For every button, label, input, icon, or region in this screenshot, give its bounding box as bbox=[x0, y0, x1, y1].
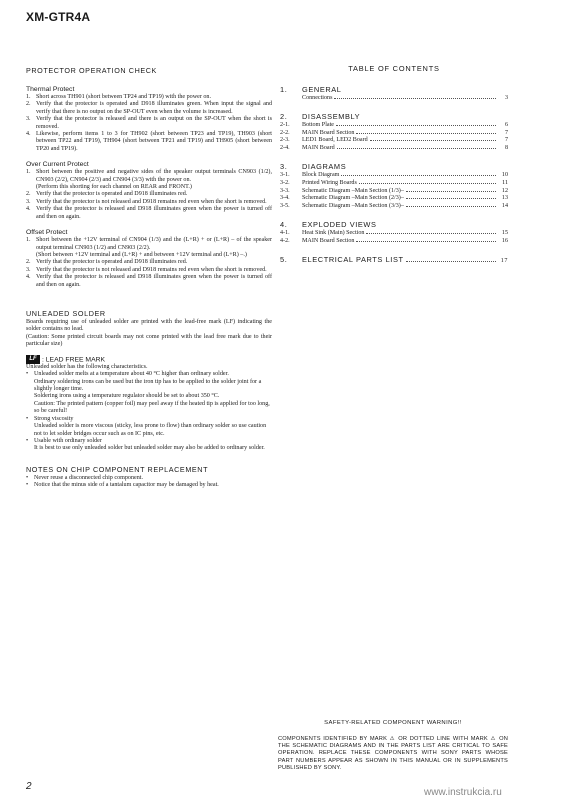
model-title: XM-GTR4A bbox=[26, 10, 91, 24]
unleaded-text: Boards requiring use of unleaded solder are printed with the lead-free mark (LF) indicating the solder contains no lead. bbox=[26, 318, 272, 333]
toc-entry[interactable]: 2-3. LED1 Board, LED2 Board 7 bbox=[280, 137, 508, 144]
offset-note: (Short between +12V terminal and (L+R) + and between +12V terminal and (L+R) –.) bbox=[36, 251, 247, 258]
table-of-contents bbox=[280, 64, 508, 266]
toc-entry[interactable]: 3-1. Block Diagram 10 bbox=[280, 171, 508, 178]
list-item: 1. Short between the +12V terminal of CN904 (1/3) and the (L+R) + or (L+R) – of the speaker output terminal CN903 (1/2) and CN903 (2/2). bbox=[26, 237, 272, 251]
lf-intro: Unleaded solder has the following characteristics. bbox=[26, 363, 148, 370]
toc-entry[interactable]: Connections 3 bbox=[302, 95, 508, 101]
list-item: 4. Verify that the protector is released and D918 illuminates green when the power is turned off and then on again. bbox=[26, 206, 272, 220]
safety-warning bbox=[278, 720, 508, 772]
list-item: 2. Verify that the protector is operated and D918 illuminates green. When input the signal and verify that there is no output on the SP-OUT even when the volume is increased. bbox=[26, 101, 272, 115]
toc-entry[interactable]: 4-1. Heat Sink (Main) Section 15 bbox=[280, 229, 508, 236]
protector-title: PROTECTOR OPERATION CHECK bbox=[26, 66, 157, 75]
list-item: • Usable with ordinary solder It is best to use only unleaded solder but unleaded solder may also be added to ordinary solder. bbox=[26, 437, 265, 452]
over-current-note: (Perform this shorting for each channel on REAR and FRONT.) bbox=[36, 184, 192, 191]
lead-free-mark-heading: LF : LEAD FREE MARK bbox=[26, 355, 272, 364]
toc-entry[interactable]: 3-5. Schematic Diagram –Main Section (3/3)– 14 bbox=[280, 203, 508, 210]
toc-title: TABLE OF CONTENTS bbox=[348, 64, 440, 73]
list-item: • Strong viscosity Unleaded solder is more viscous (sticky, less prone to flow) than ordinary solder so use caution not to let solder bridges occur such as on IC pins, etc. bbox=[26, 415, 267, 437]
solder-characteristics bbox=[26, 371, 272, 452]
page-number: 2 bbox=[26, 781, 32, 792]
thermal-protect-title: Thermal Protect bbox=[26, 86, 75, 93]
left-column bbox=[26, 64, 272, 490]
list-item: 1. Short between the positive and negative sides of the speaker output terminals CN903 (1/2), CN903 (2/2), CN904 (2/3) and CN904 (3/3) with the power on. bbox=[26, 169, 272, 183]
over-current-title: Over Current Protect bbox=[26, 161, 89, 169]
toc-entry[interactable]: 3-2. Printed Wiring Boards 11 bbox=[280, 179, 508, 186]
list-item: 4. Verify that the protector is released and D918 illuminates green when the power is turned off and then on again. bbox=[26, 274, 272, 288]
safety-title: SAFETY-RELATED COMPONENT WARNING!! bbox=[324, 720, 462, 726]
toc-entry-parts-list[interactable]: 5. ELECTRICAL PARTS LIST 17 bbox=[280, 254, 508, 264]
toc-entry[interactable]: 2-2. MAIN Board Section 7 bbox=[280, 129, 508, 136]
safety-text: COMPONENTS IDENTIFIED BY MARK ⚠ OR DOTTED LINE WITH MARK ⚠ ON THE SCHEMATIC DIAGRAMS AND IN THE PARTS LIST ARE CRITICAL TO SAFE OPERATION. REPLACE THESE COMPONENTS WITH SONY PARTS WHOSE PART NUMBERS APPEAR AS SHOWN IN THIS MANUAL OR IN SUPPLEMENTS PUBLISHED BY SONY. bbox=[278, 736, 508, 771]
offset-protect-list bbox=[26, 237, 272, 252]
list-item: 3. Verify that the protector is not released and D918 remains red even when the short is removed. bbox=[26, 198, 267, 205]
offset-protect-title: Offset Protect bbox=[26, 229, 68, 237]
toc-group-general: 1. GENERAL Connections 3 bbox=[280, 85, 508, 101]
toc-group-diagrams: 3. DIAGRAMS 3-1. Block Diagram 10 3-2. Printed Wiring Boards 11 3-3. Schematic Diagram –Main Section (1/3)– 12 3-4. Schematic Diagram –Main Section (2/3)– 13 3-5. Schematic Diagram –Main Section (3/3)– 14 bbox=[280, 161, 508, 210]
toc-entry[interactable]: 4-2. MAIN Board Section 16 bbox=[280, 237, 508, 244]
list-item: • Unleaded solder melts at a temperature about 40 °C higher than ordinary solder. Ordinary soldering irons can be used but the iron tip has to be applied to the solder joint for a slightly longer time. Soldering irons using a temperature regulator should be set to about 350 °C. Caution: The printed pattern (copper foil) may peel away if the heated tip is applied for too long, so be careful! bbox=[26, 371, 270, 415]
toc-entry[interactable]: 2-1. Bottom Plate 6 bbox=[280, 121, 508, 128]
watermark: www.instrukcia.ru bbox=[424, 787, 502, 798]
unleaded-caution: (Caution: Some printed circuit boards may not come printed with the lead free mark due to their particular size) bbox=[26, 333, 272, 348]
list-item: 4. Likewise, perform items 1 to 3 for TH902 (short between TP23 and TP19), TH903 (short between TP22 and TP19), TH904 (short between TP21 and TP19) and TH905 (short between TP20 and TP19). bbox=[26, 131, 272, 152]
toc-entry[interactable]: 2-4. MAIN Board 8 bbox=[280, 145, 508, 152]
list-item: 3. Verify that the protector is released and there is an output on the SP-OUT when the short is removed. bbox=[26, 116, 272, 130]
chip-notes-list bbox=[26, 475, 272, 490]
list-item: 2. Verify that the protector is operated and D918 illuminates red. bbox=[26, 259, 188, 266]
toc-group-exploded-views: 4. EXPLODED VIEWS 4-1. Heat Sink (Main) Section 15 4-2. MAIN Board Section 16 bbox=[280, 219, 508, 244]
lf-logo-icon: LF bbox=[26, 355, 40, 364]
list-item: • Notice that the minus side of a tantalum capacitor may be damaged by heat. bbox=[26, 482, 219, 489]
toc-group-disassembly: 2. DISASSEMBLY 2-1. Bottom Plate 6 2-2. MAIN Board Section 7 2-3. LED1 Board, LED2 Board 7 2-4. MAIN Board 8 bbox=[280, 111, 508, 152]
list-item: • Never reuse a disconnected chip component. bbox=[26, 474, 143, 481]
unleaded-solder-title: UNLEADED SOLDER bbox=[26, 308, 106, 318]
list-item: 1. Short across TH901 (short between TP24 and TP19) with the power on. bbox=[26, 94, 212, 100]
over-current-list bbox=[26, 169, 272, 184]
chip-notes-title: NOTES ON CHIP COMPONENT REPLACEMENT bbox=[26, 464, 209, 474]
list-item: 2. Verify that the protector is operated and D918 illuminates red. bbox=[26, 191, 188, 198]
thermal-protect-list bbox=[26, 94, 272, 153]
toc-entry[interactable]: 3-4. Schematic Diagram –Main Section (2/3)– 13 bbox=[280, 195, 508, 202]
toc-entry[interactable]: 3-3. Schematic Diagram –Main Section (1/3)– 12 bbox=[280, 187, 508, 194]
list-item: 3. Verify that the protector is not released and D918 remains red even when the short is removed. bbox=[26, 266, 267, 273]
